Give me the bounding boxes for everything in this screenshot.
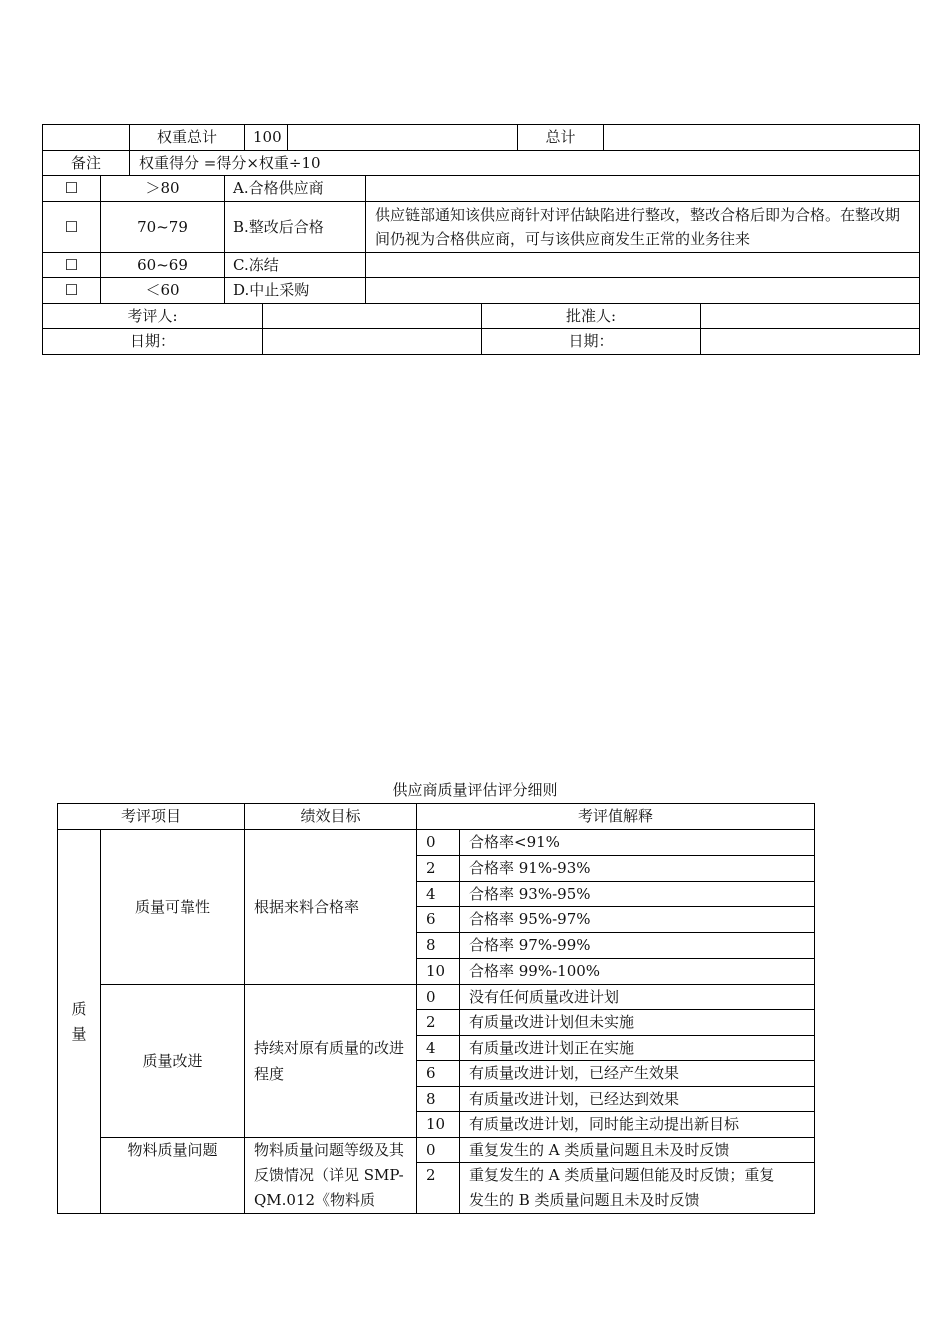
grade-description — [366, 176, 919, 201]
group-goal: 持续对原有质量的改进程度 — [254, 1039, 405, 1083]
score-explain: 合格率 91%-93% — [469, 859, 591, 877]
assessor-date-field[interactable] — [263, 329, 481, 354]
approver-date-field[interactable] — [701, 329, 919, 354]
score-value: 6 — [426, 910, 436, 928]
grade-label: B.整改后合格 — [233, 217, 324, 236]
score-explain: 有质量改进计划，已经产生效果 — [469, 1064, 680, 1082]
grade-checkbox[interactable]: ☐ — [64, 179, 79, 197]
remark-text: 权重得分 =得分×权重÷10 — [139, 153, 321, 172]
grade-checkbox[interactable]: ☐ — [64, 281, 79, 299]
assessor-field[interactable] — [263, 304, 481, 328]
grade-range: ＞80 — [145, 179, 180, 197]
score-value: 2 — [426, 859, 436, 877]
score-value: 0 — [426, 1140, 436, 1159]
grade-range: 70~79 — [137, 217, 188, 236]
score-explain: 有质量改进计划但未实施 — [469, 1013, 635, 1031]
weight-total-value: 100 — [253, 128, 282, 146]
score-explain: 有质量改进计划，同时能主动提出新目标 — [469, 1115, 740, 1133]
score-value: 8 — [426, 936, 436, 954]
grade-label: D.中止采购 — [233, 281, 310, 299]
grade-checkbox[interactable]: ☐ — [64, 217, 79, 236]
group-name: 质量可靠性 — [134, 897, 210, 916]
score-explain: 合格率 99%-100% — [469, 962, 601, 980]
rules-title: 供应商质量评估评分细则 — [392, 781, 558, 799]
score-value: 2 — [426, 1013, 436, 1031]
score-value: 2 — [426, 1166, 436, 1184]
grade-label: C.冻结 — [233, 255, 279, 274]
score-explain: 有质量改进计划，已经达到效果 — [469, 1089, 680, 1108]
header-item: 考评项目 — [120, 807, 181, 825]
total-value-cell — [604, 125, 919, 150]
score-explain: 合格率 97%-99% — [469, 936, 591, 954]
assessor-label: 考评人: — [127, 306, 178, 325]
total-label: 总计 — [545, 128, 576, 146]
weight-total-label: 权重总计 — [156, 128, 217, 146]
score-explain: 合格率 93%-95% — [469, 884, 591, 903]
score-value: 10 — [426, 1115, 446, 1133]
grade-range: 60~69 — [137, 255, 188, 274]
score-value: 0 — [426, 987, 436, 1006]
grade-range: ＜60 — [145, 281, 180, 299]
score-explain: 合格率 95%-97% — [469, 910, 591, 928]
header-explain: 考评值解释 — [577, 807, 653, 825]
header-goal: 绩效目标 — [300, 807, 361, 825]
approver-field[interactable] — [701, 304, 919, 328]
score-explain: 合格率<91% — [469, 833, 560, 851]
score-value: 10 — [426, 962, 446, 980]
score-explain: 重复发生的 A 类质量问题但能及时反馈；重复发生的 B 类质量问题且未及时反馈 — [469, 1166, 775, 1209]
approver-date-label: 日期： — [568, 332, 614, 350]
score-value: 8 — [426, 1089, 436, 1108]
score-explain: 重复发生的 A 类质量问题且未及时反馈 — [469, 1140, 730, 1159]
grade-description — [366, 253, 919, 277]
score-value: 4 — [426, 884, 436, 903]
grade-description: 供应链部通知该供应商针对评估缺陷进行整改，整改合格后即为合格。在整改期间仍视为合格供应商，可与该供应商发生正常的业务往来 — [375, 206, 901, 248]
remark-label: 备注 — [70, 153, 101, 172]
grade-description — [366, 278, 919, 303]
group-goal: 根据来料合格率 — [254, 897, 360, 916]
grade-checkbox[interactable]: ☐ — [64, 255, 79, 274]
approver-label: 批准人: — [565, 306, 617, 325]
score-explain: 没有任何质量改进计划 — [469, 987, 620, 1006]
group-name: 质量改进 — [142, 1051, 203, 1070]
grade-label: A.合格供应商 — [233, 179, 324, 197]
score-explain: 有质量改进计划正在实施 — [469, 1038, 635, 1057]
group-name: 物料质量问题 — [127, 1141, 218, 1159]
assessor-date-label: 日期： — [129, 332, 175, 350]
score-value: 0 — [426, 833, 436, 851]
score-value: 4 — [426, 1038, 436, 1057]
group-goal: 物料质量问题等级及其反馈情况（详见 SMP-QM.012《物料质 — [254, 1141, 405, 1209]
score-value: 6 — [426, 1064, 436, 1082]
category-quality: 质 量 — [71, 999, 87, 1043]
